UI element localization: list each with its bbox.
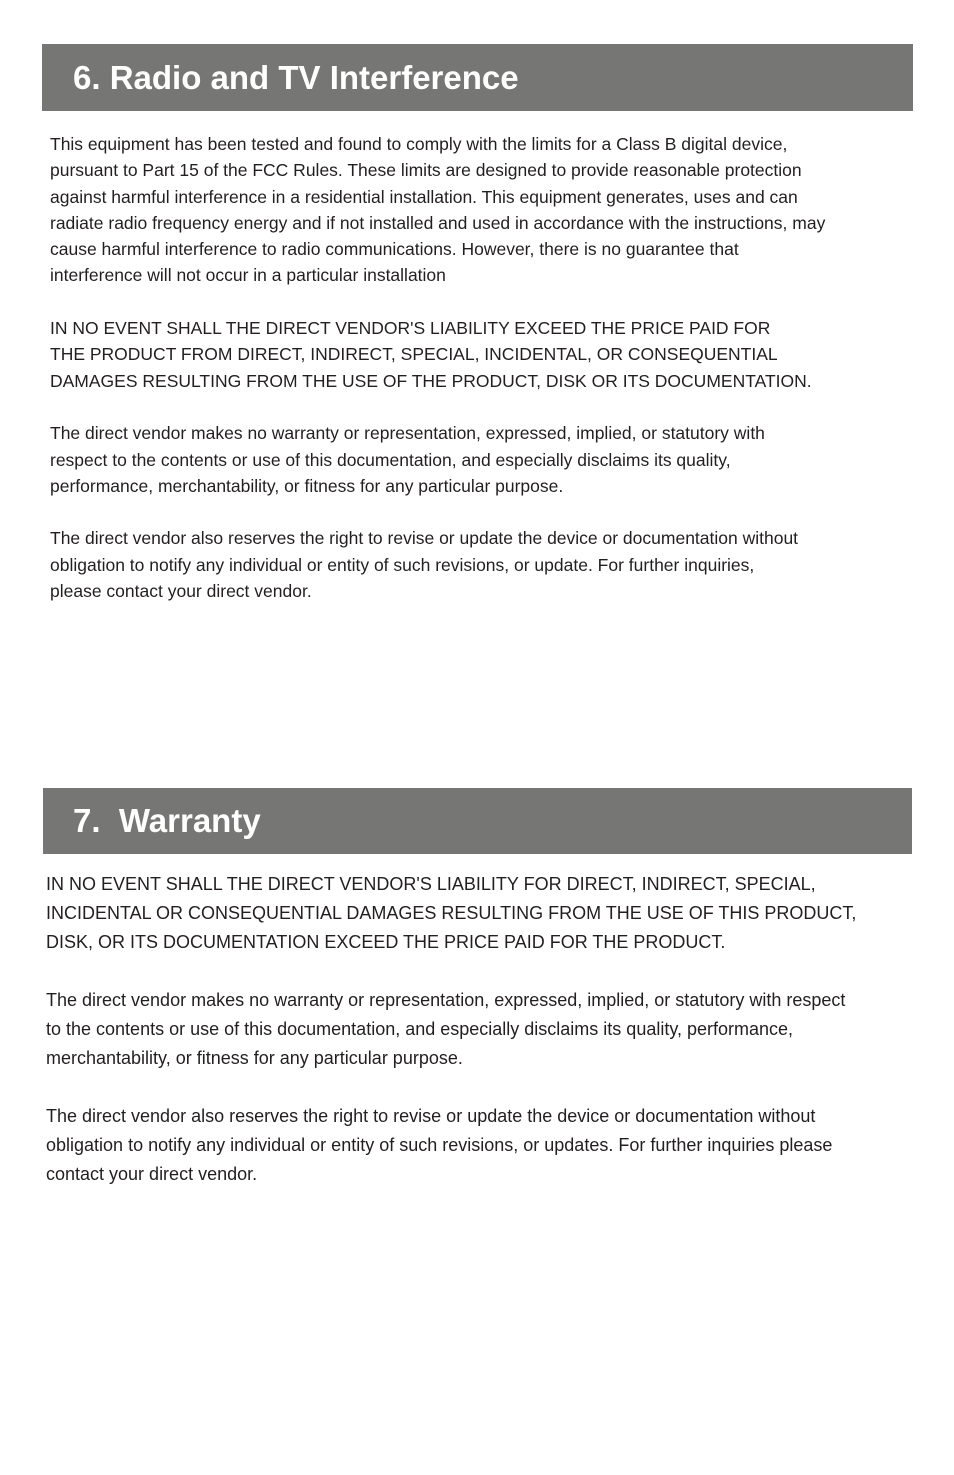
- section-body-warranty: [46, 870, 936, 1218]
- section-header-radio-tv-interference: [42, 44, 913, 111]
- liability-paragraph: IN NO EVENT SHALL THE DIRECT VENDOR'S LIABILITY FOR DIRECT, INDIRECT, SPECIAL, INCIDENTAL OR CONSEQUENTIAL DAMAGES RESULTING FROM THE USE OF THIS PRODUCT, DISK, OR ITS DOCUMENTATION EXCEED THE PRICE PAID FOR THE PRODUCT.: [46, 874, 857, 952]
- liability-paragraph: IN NO EVENT SHALL THE DIRECT VENDOR'S LIABILITY EXCEED THE PRICE PAID FOR THE PRODUCT FROM DIRECT, INDIRECT, SPECIAL, INCIDENTAL, OR CONSEQUENTIAL DAMAGES RESULTING FROM THE USE OF THE PRODUCT, DISK OR ITS DOCUMENTATION.: [50, 318, 812, 391]
- revision-rights-paragraph: The direct vendor also reserves the right to revise or update the device or documentation without obligation to notify any individual or entity of such revisions, or updates. For further inquiries please contact your direct vendor.: [46, 1106, 833, 1184]
- fcc-compliance-paragraph: This equipment has been tested and found to comply with the limits for a Class B digital device, pursuant to Part 15 of the FCC Rules. These limits are designed to provide reasonable protection against harmful interference in a residential installation. This equipment generates, uses and can radiate radio frequency energy and if not installed and used in accordance with the instructions, may cause harmful interference to radio communications. However, there is no guarantee that interference will not occur in a particular installation: [50, 134, 826, 286]
- no-warranty-paragraph: The direct vendor makes no warranty or representation, expressed, implied, or statutory with respect to the contents or use of this documentation, and especially disclaims its quality, performance, merchantability, or fitness for any particular purpose.: [50, 423, 765, 496]
- section-title: 7. Warranty: [73, 802, 261, 839]
- no-warranty-paragraph: The direct vendor makes no warranty or representation, expressed, implied, or statutory with respect to the contents or use of this documentation, and especially disclaims its quality, performance, merchantability, or fitness for any particular purpose.: [46, 990, 846, 1068]
- section-title: 6. Radio and TV Interference: [73, 59, 519, 96]
- revision-rights-paragraph: The direct vendor also reserves the right to revise or update the device or documentation without obligation to notify any individual or entity of such revisions, or update. For further inquiries, please contact your direct vendor.: [50, 528, 799, 602]
- section-header-warranty: [43, 788, 912, 854]
- section-body-radio-tv-interference: [50, 131, 930, 631]
